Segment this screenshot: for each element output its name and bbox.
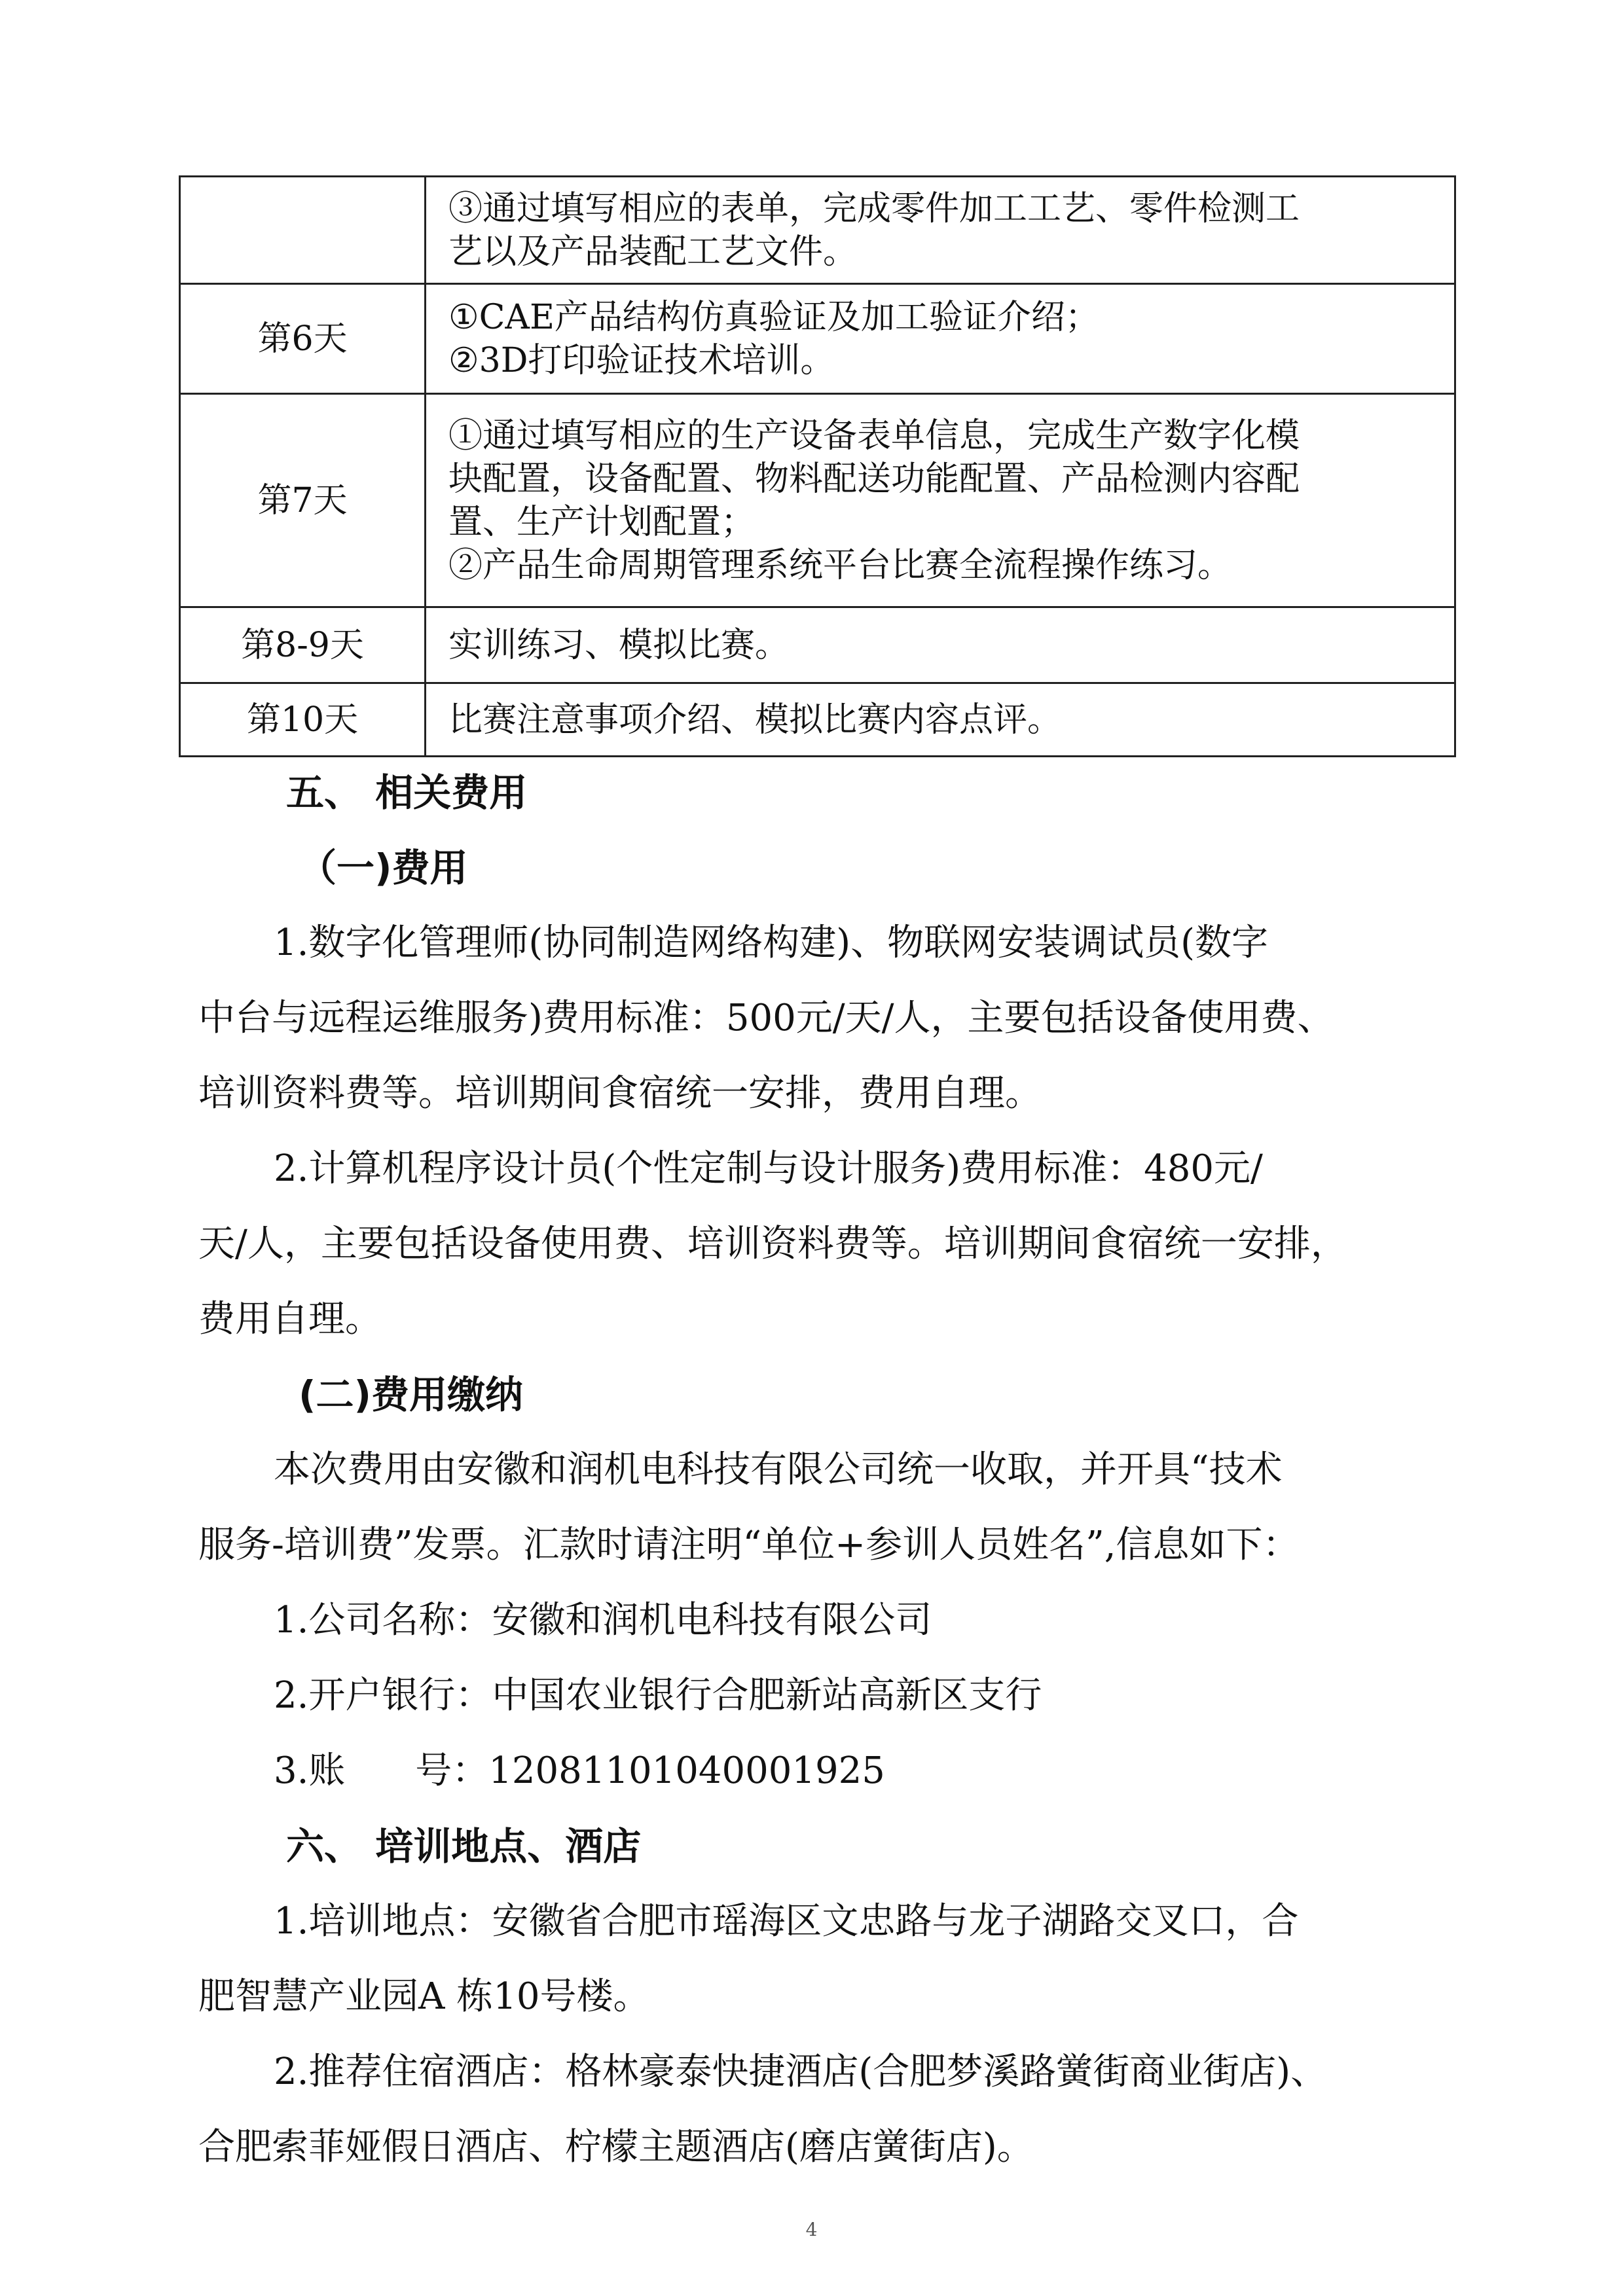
paragraph-line: 费用自理。 xyxy=(198,1298,382,1340)
company-name-line: 1.公司名称：安徽和润机电科技有限公司 xyxy=(274,1599,932,1641)
content-line: 置、生产计划配置； xyxy=(448,502,756,542)
day-cell: 第10天 xyxy=(180,683,426,757)
day-cell: 第7天 xyxy=(180,394,426,607)
day-cell: 第6天 xyxy=(180,284,426,394)
table-row xyxy=(180,683,1455,757)
content-cell xyxy=(426,683,1455,757)
subsection-heading-fees: （一)费用 xyxy=(299,846,468,890)
bank-line: 2.开户银行：中国农业银行合肥新站高新区支行 xyxy=(274,1674,1042,1717)
paragraph-line: 本次费用由安徽和润机电科技有限公司统一收取，并开具“技术 xyxy=(274,1448,1283,1491)
page-number: 4 xyxy=(805,2219,818,2240)
content-line: ①通过填写相应的生产设备表单信息，完成生产数字化模 xyxy=(448,416,1300,456)
paragraph-line: 合肥索菲娅假日酒店、柠檬主题酒店(磨店黉街店)。 xyxy=(198,2126,1034,2168)
paragraph-line: 2.计算机程序设计员(个性定制与设计服务)费用标准：480元/ xyxy=(274,1147,1263,1190)
day-cell: 第8-9天 xyxy=(180,607,426,683)
content-cell xyxy=(426,607,1455,683)
table-row xyxy=(180,394,1455,607)
content-line: 实训练习、模拟比赛。 xyxy=(448,625,790,665)
table-row xyxy=(180,177,1455,284)
paragraph-line: 2.推荐住宿酒店：格林豪泰快捷酒店(合肥梦溪路黉街商业街店)、 xyxy=(274,2051,1328,2093)
section-heading-location: 六、 培训地点、酒店 xyxy=(286,1824,642,1869)
table-row xyxy=(180,284,1455,394)
section-heading-fees: 五、 相关费用 xyxy=(286,770,528,815)
content-cell xyxy=(426,284,1455,394)
content-line: ②产品生命周期管理系统平台比赛全流程操作练习。 xyxy=(448,545,1232,585)
subsection-heading-payment: (二)费用缴纳 xyxy=(299,1372,524,1417)
content-cell xyxy=(426,177,1455,284)
paragraph-line: 培训资料费等。培训期间食宿统一安排，费用自理。 xyxy=(198,1072,1042,1115)
content-line: ②3D打印验证技术培训。 xyxy=(448,340,835,380)
table-row xyxy=(180,607,1455,683)
content-line: 块配置，设备配置、物料配送功能配置、产品检测内容配 xyxy=(448,459,1300,499)
paragraph-line: 肥智慧产业园A 栋10号楼。 xyxy=(198,1975,650,2018)
day-cell xyxy=(180,177,426,284)
account-line: 3.账 号：12081101040001925 xyxy=(274,1749,885,1792)
paragraph-line: 中台与远程运维服务)费用标准：500元/天/人，主要包括设备使用费、 xyxy=(198,997,1334,1039)
paragraph-line: 1.培训地点：安徽省合肥市瑶海区文忠路与龙子湖路交叉口，合 xyxy=(274,1900,1299,1943)
training-schedule-table xyxy=(179,175,1456,757)
content-line: 艺以及产品装配工艺文件。 xyxy=(448,232,858,272)
content-line: ③通过填写相应的表单，完成零件加工工艺、零件检测工 xyxy=(448,188,1300,228)
paragraph-line: 1.数字化管理师(协同制造网络构建)、物联网安装调试员(数字 xyxy=(274,922,1268,964)
content-line: ①CAE产品结构仿真验证及加工验证介绍； xyxy=(448,297,1099,337)
content-cell xyxy=(426,394,1455,607)
content-line: 比赛注意事项介绍、模拟比赛内容点评。 xyxy=(448,700,1062,740)
paragraph-line: 天/人，主要包括设备使用费、培训资料费等。培训期间食宿统一安排， xyxy=(198,1223,1347,1265)
paragraph-line: 服务-培训费”发票。汇款时请注明“单位+参训人员姓名”,信息如下： xyxy=(198,1524,1300,1566)
